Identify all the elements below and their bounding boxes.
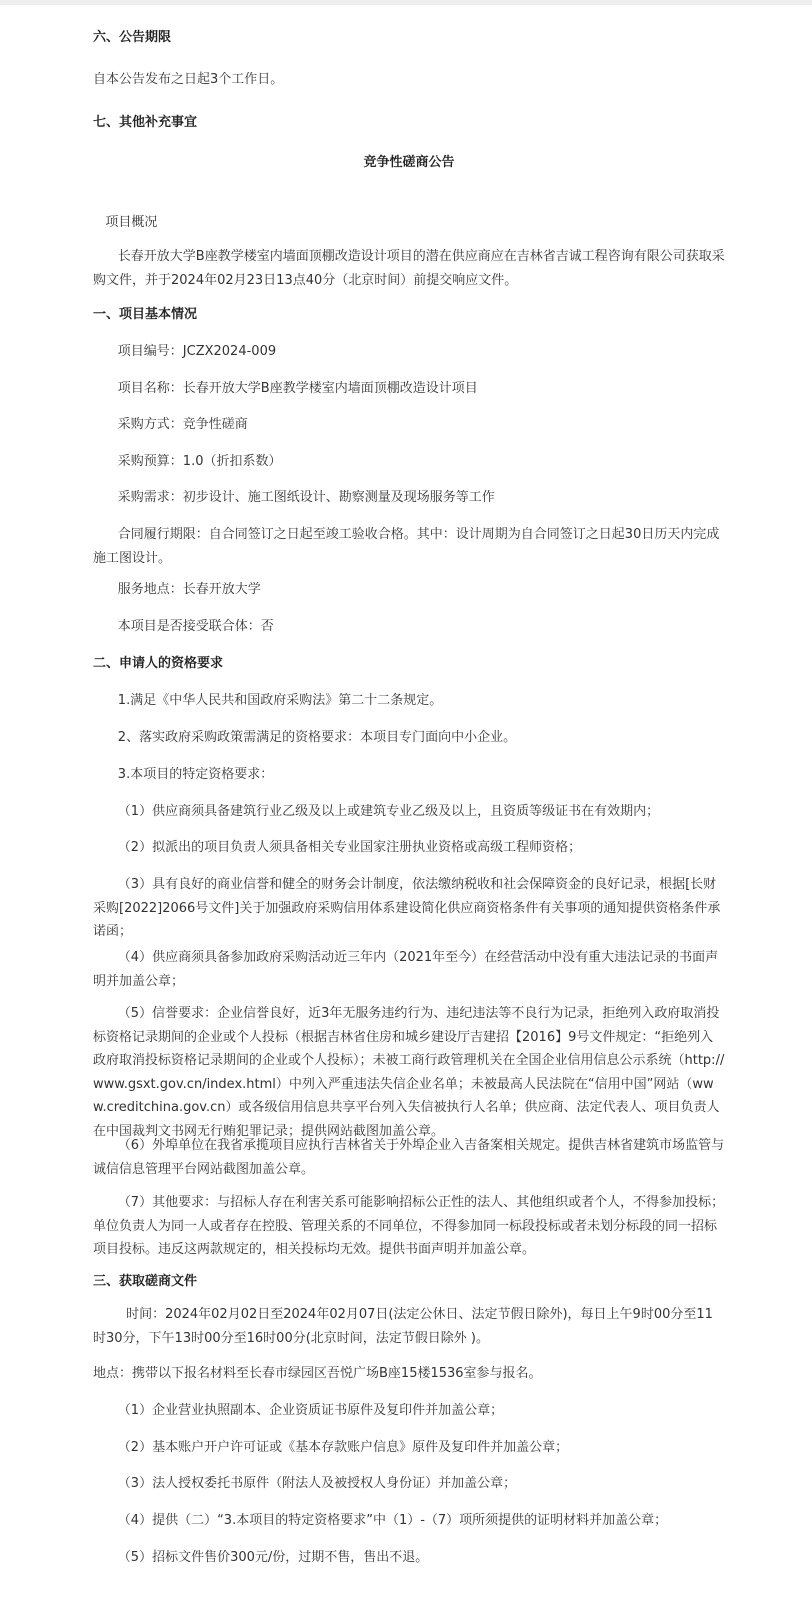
paragraph: （5）信誉要求：企业信誉良好，近3年无服务违约行为、违纪违法等不良行为记录，拒绝列入政府取消投标资格记录期间的企业或个人投标（根据吉林省住房和城乡建设厅吉建招【2016】9号文件规定：“拒绝列入政府取消投标资格记录期间的企业或个人投标）；未被工商行政管理机关在全国企业信用信息公示系统（http://www.gsxt.gov.cn/index.html）中列入严重违法失信企业名单；未被最高人民法院在“信用中国”网站（www.creditchina.gov.cn）或各级信用信息共享平台列入失信被执行人名单；供应商、法定代表人、项目负责人在中国裁判文书网无行贿犯罪记录；提供网站截图加盖公章。: [93, 1006, 725, 1139]
paragraph: 时间：2024年02月02日至2024年02月07日(法定公休日、法定节假日除外)，每日上午9时00分至11时30分，下午13时00分至16时00分(北京时间，法定节假日除外 )。: [93, 1307, 713, 1346]
paragraph: 合同履行期限：自合同签订之日起至竣工验收合格。其中：设计周期为自合同签订之日起30日历天内完成施工图设计。: [93, 527, 720, 566]
paragraph: 服务地点：长春开放大学: [93, 582, 261, 597]
paragraph: （4）供应商须具备参加政府采购活动近三年内（2021年至今）在经营活动中没有重大违法记录的书面声明并加盖公章；: [93, 950, 719, 989]
paragraph: （2）拟派出的项目负责人须具备相关专业国家注册执业资格或高级工程师资格；: [93, 840, 582, 855]
paragraph: （2）基本账户开户许可证或《基本存款账户信息》原件及复印件并加盖公章；: [93, 1440, 569, 1455]
paragraph: 1.满足《中华人民共和国政府采购法》第二十二条规定。: [93, 693, 443, 708]
paragraph: （3）法人授权委托书原件（附法人及被授权人身份证）并加盖公章；: [93, 1476, 517, 1491]
top-divider: [0, 0, 812, 5]
paragraph: （5）招标文件售价300元/份，过期不售，售出不退。: [93, 1550, 429, 1565]
section-heading-other-matters: 七、其他补充事宜: [93, 115, 198, 130]
paragraph: 项目编号：JCZX2024-009: [93, 344, 277, 359]
paragraph: （6）外埠单位在我省承揽项目应执行吉林省关于外埠企业入吉备案相关规定。提供吉林省建筑市场监管与诚信信息管理平台网站截图加盖公章。: [93, 1138, 725, 1177]
paragraph: 3.本项目的特定资格要求：: [93, 767, 274, 782]
paragraph: （3）具有良好的商业信誉和健全的财务会计制度，依法缴纳税收和社会保障资金的良好记录，根据[长财采购[2022]2066号文件]关于加强政府采购信用体系建设简化供应商资格条件有关事项的通知提供资格条件承诺函；: [93, 877, 721, 939]
paragraph: 自本公告发布之日起3个工作日。: [93, 72, 284, 87]
paragraph: 地点：携带以下报名材料至长春市绿园区吾悦广场B座15楼1536室参与报名。: [93, 1366, 542, 1381]
section-heading-qualifications: 二、申请人的资格要求: [93, 656, 224, 671]
paragraph: 本项目是否接受联合体：否: [93, 619, 274, 634]
paragraph: 2、落实政府采购政策需满足的资格要求：本项目专门面向中小企业。: [93, 730, 517, 745]
paragraph: 采购预算：1.0（折扣系数）: [93, 454, 282, 469]
section-heading-obtain-documents: 三、获取磋商文件: [93, 1274, 198, 1289]
paragraph: 采购方式：竞争性磋商: [93, 417, 248, 432]
paragraph: 长春开放大学B座教学楼室内墙面顶棚改造设计项目的潜在供应商应在吉林省吉诚工程咨询有限公司获取采购文件，并于2024年02月23日13点40分（北京时间）前提交响应文件。: [93, 249, 725, 288]
paragraph: （7）其他要求：与招标人存在利害关系可能影响招标公正性的法人、其他组织或者个人，不得参加投标；单位负责人为同一人或者存在控股、管理关系的不同单位，不得参加同一标段投标或者未划分标段的同一招标项目投标。违反这两款规定的，相关投标均无效。提供书面声明并加盖公章。: [93, 1195, 725, 1257]
section-heading-basic-info: 一、项目基本情况: [93, 307, 198, 322]
paragraph: （1）企业营业执照副本、企业资质证书原件及复印件并加盖公章；: [93, 1403, 504, 1418]
paragraph: 采购需求：初步设计、施工图纸设计、勘察测量及现场服务等工作: [93, 490, 495, 505]
section-heading-announcement-period: 六、公告期限: [93, 30, 172, 45]
document-title: 竞争性磋商公告: [363, 155, 455, 170]
paragraph: （4）提供（二）“3.本项目的特定资格要求”中（1）-（7）项所须提供的证明材料并加盖公章；: [93, 1513, 668, 1528]
paragraph: （1）供应商须具备建筑行业乙级及以上或建筑专业乙级及以上，且资质等级证书在有效期内；: [93, 804, 660, 819]
paragraph: 项目名称：长春开放大学B座教学楼室内墙面顶棚改造设计项目: [93, 381, 478, 396]
paragraph: 项目概况: [93, 215, 158, 230]
